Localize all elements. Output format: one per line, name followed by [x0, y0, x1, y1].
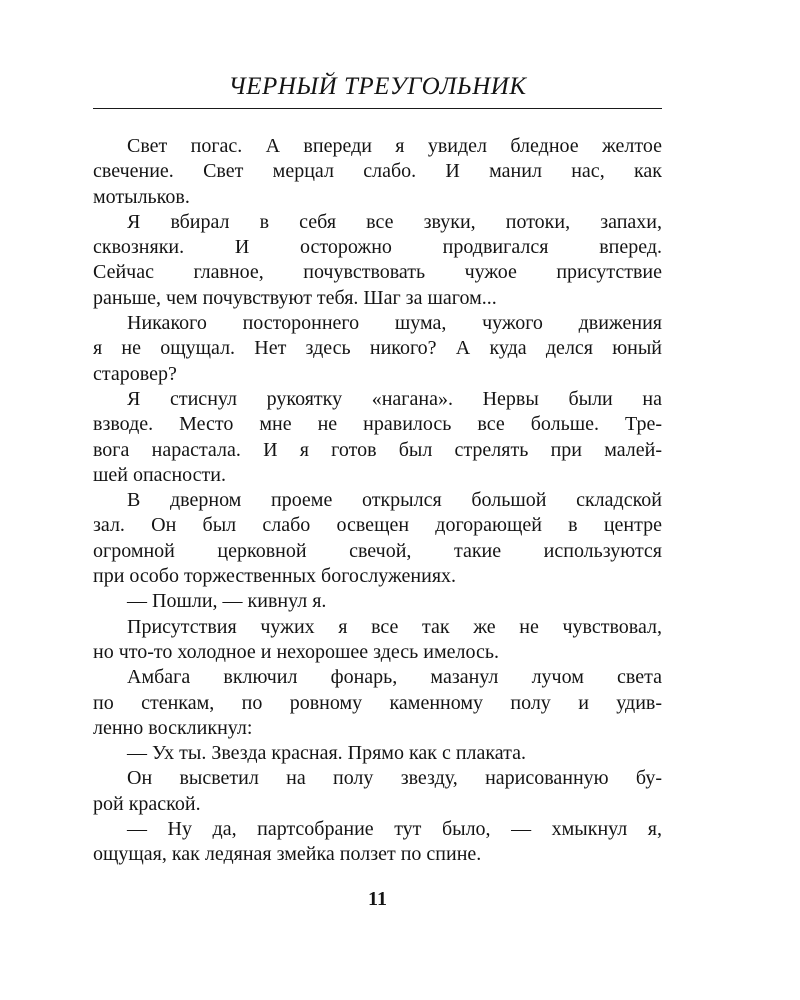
text-line: старовер?: [93, 362, 177, 385]
text-line: ощущая, как ледяная змейка ползет по спине.: [93, 843, 482, 866]
header-rule: [93, 108, 662, 109]
running-title: ЧЕРНЫЙ ТРЕУГОЛЬНИК: [228, 73, 527, 100]
text-line: по стенкам, по ровному каменному полу и удив-: [93, 691, 662, 714]
text-line: взводе. Место мне не нравилось все больше. Тре-: [93, 413, 662, 436]
text-line: при особо торжественных богослужениях.: [93, 565, 457, 588]
text-line: раньше, чем почувствуют тебя. Шаг за шагом...: [93, 286, 497, 309]
text-line: В дверном проеме открылся большой складской: [127, 489, 662, 512]
text-line: зал. Он был слабо освещен догорающей в центре: [93, 514, 662, 537]
body-text: [93, 134, 662, 868]
text-line: огромной церковной свечой, такие используются: [93, 539, 662, 562]
text-line: — Ну да, партсобрание тут было, — хмыкнул я,: [127, 818, 662, 841]
text-line: Амбага включил фонарь, мазанул лучом света: [127, 666, 662, 689]
text-line: мотыльков.: [93, 185, 190, 208]
text-line: Присутствия чужих я все так же не чувствовал,: [127, 615, 662, 638]
text-line: Сейчас главное, почувствовать чужое присутствие: [93, 261, 662, 284]
text-line: — Пошли, — кивнул я.: [127, 590, 327, 613]
text-line: рой краской.: [93, 792, 201, 815]
text-line: Никакого постороннего шума, чужого движения: [127, 312, 662, 335]
text-line: вога нарастала. И я готов был стрелять при малей-: [93, 438, 662, 461]
text-line: ленно воскликнул:: [93, 716, 253, 739]
text-line: Свет погас. А впереди я увидел бледное желтое: [127, 135, 662, 157]
page-number: 11: [368, 888, 387, 910]
text-line: — Ух ты. Звезда красная. Прямо как с плаката.: [127, 742, 527, 765]
text-line: Я стиснул рукоятку «нагана». Нервы были на: [127, 387, 662, 410]
text-line: Я вбирал в себя все звуки, потоки, запахи,: [127, 210, 662, 233]
text-line: я не ощущал. Нет здесь никого? А куда делся юный: [93, 337, 662, 360]
text-line: но что-то холодное и нехорошее здесь имелось.: [93, 640, 499, 663]
text-line: Он высветил на полу звезду, нарисованную бу-: [127, 767, 662, 790]
text-line: сквозняки. И осторожно продвигался вперед.: [93, 236, 662, 259]
text-line: свечение. Свет мерцал слабо. И манил нас, как: [93, 160, 662, 183]
text-line: шей опасности.: [93, 463, 226, 486]
